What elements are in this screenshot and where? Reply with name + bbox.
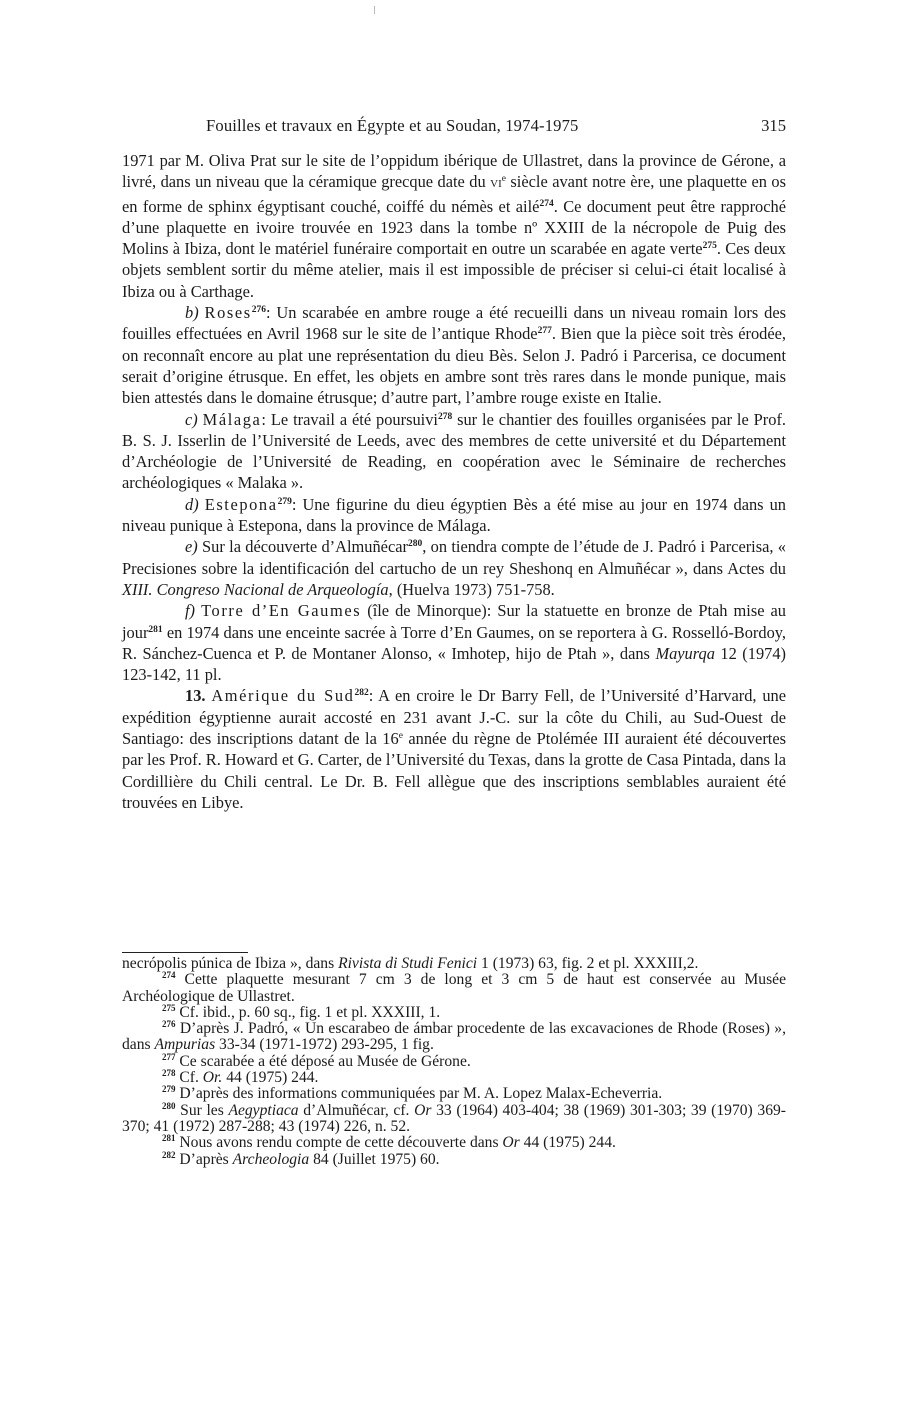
footnote-276: $^{276}$ D’après J. Padró, « Un escarabeo de ámbar procedente de las excavaciones de Rhode (Roses) », dans Ampurias 33-34 (1971-1972) 293-295, 1 fig. <box>122 1019 786 1054</box>
note-ref-282[interactable]: 282 <box>354 688 369 699</box>
note-ref-275[interactable]: 275 <box>702 241 717 252</box>
paragraph-torre: f) Torre d’En Gaumes (île de Minorque): Sur la statuette en bronze de Ptah mise au jour$^{281}$ en 1974 dans une enceinte sacrée à Torre d’En Gaumes, on se reportera à G. Rosselló-Bordoy, R. Sánchez-Cuenca et P. de Montaner Alonso, « Imhotep, hijo de Ptah », dans Mayurqa 12 (1974) 123-142, 11 pl. <box>122 601 786 685</box>
paragraph-ullastret: 1971 par M. Oliva Prat sur le site de l’oppidum ibérique de Ullastret, dans la province de Gérone, a livré, dans un niveau que la céramique grecque date du VIe siècle avant notre ère, une plaquette en os en forme de sphinx égyptisant couché, coiffé du némès et ailé$^{274}$. Ce document peut être rapproché d’une plaquette en ivoire trouvée en 1923 dans la tombe nº XXIII de la nécropole de Puig des Molins à Ibiza, dont le matériel funéraire comportait en outre un scarabée en agate verte$^{275}$. Ces deux objets semblent sortir du même atelier, mais il est impossible de préciser si celui-ci était localisé à Ibiza ou à Carthage. <box>122 151 786 301</box>
running-header <box>122 116 786 140</box>
note-ref-279[interactable]: 279 <box>277 496 292 507</box>
paragraph-roses: b) Roses$^{276}$: Un scarabée en ambre rouge a été recueilli dans un niveau romain lors des fouilles effectuées en Avril 1968 sur le site de l’antique Rhode$^{277}$. Bien que la pièce soit très érodée, on reconnaît encore au plat une représentation du dieu Bès. Selon J. Padró i Parcerisa, ce document serait d’origine étrusque. En effet, les objets en ambre sont très rares dans le monde punique, mais bien attestés dans le domaine étrusque; d’autre part, l’ambre rouge existe en Italie. <box>122 303 786 408</box>
footnotes <box>122 956 786 1168</box>
place-amerique: Amérique du Sud <box>211 686 355 706</box>
note-ref-274[interactable]: 274 <box>539 198 554 209</box>
footnote-280: $^{280}$ Sur les Aegyptiaca d’Almuñécar, cf. Or 33 (1964) 403-404; 38 (1969) 301-303; 39 (1970) 369-370; 41 (1972) 287-288; 43 (1974) 226, n. 52. <box>122 1100 786 1135</box>
place-torre: Torre d’En Gaumes <box>201 601 362 621</box>
footnote-282: $^{282}$ D’après Archeologia 84 (Juillet 1975) 60. <box>162 1149 440 1168</box>
footnote-rule <box>122 952 248 953</box>
paragraph-almunecar: e) Sur la découverte d’Almuñécar$^{280}$, on tiendra compte de l’étude de J. Padró i Parcerisa, « Precisiones sobre la identificación del cartucho de un rey Sheshonq en Almuñécar », dans Actes du XIII. Congreso Nacional de Arqueología, (Huelva 1973) 751-758. <box>122 537 786 599</box>
paragraph-malaga: c) Málaga: Le travail a été poursuivi$^{278}$ sur le chantier des fouilles organisées par le Prof. B. S. J. Isserlin de l’Université de Leeds, avec des membres de cette université et du Département d’Archéologie de l’Université de Reading, en coopération avec le Séminaire de recherches archéologiques « Malaka ». <box>122 409 786 493</box>
note-ref-280[interactable]: 280 <box>407 539 423 550</box>
place-estepona: Estepona <box>204 494 278 514</box>
note-ref-278[interactable]: 278 <box>437 411 453 422</box>
paragraph-amerique: 13. Amérique du Sud$^{282}$: A en croire le Dr Barry Fell, de l’Université d’Harvard, une expédition égyptienne aurait accosté en 231 avant J.-C. sur la côte du Chili, au Sud-Ouest de Santiago: des inscriptions datant de la 16e année du règne de Ptolémée III auraient été découvertes par les Prof. R. Howard et G. Carter, de l’Université du Texas, dans la grotte de Casa Pintada, dans la Cordillière du Chili central. Le Dr. B. Fell allègue que des inscriptions semblables auraient été trouvées en Libye. <box>122 686 787 812</box>
footnote-279: $^{279}$ D’après des informations communiquées par M. A. Lopez Malax-Echeverria. <box>162 1084 663 1103</box>
note-ref-276[interactable]: 276 <box>251 305 266 316</box>
scan-mark <box>374 6 375 14</box>
footnote-281: $^{281}$ Nous avons rendu compte de cette découverte dans Or 44 (1975) 244. <box>162 1133 616 1152</box>
place-roses: Roses <box>204 303 252 323</box>
footnote-277: $^{277}$ Ce scarabée a été déposé au Musée de Gérone. <box>162 1051 471 1070</box>
running-title: Fouilles et travaux en Égypte et au Soudan, 1974-1975 <box>206 116 579 135</box>
page-number: 315 <box>761 116 786 135</box>
place-malaga: Málaga <box>202 409 262 429</box>
footnote-continuation: necrópolis púnica de Ibiza », dans Rivista di Studi Fenici 1 (1973) 63, fig. 2 et pl. XXXIII,2. <box>122 955 699 972</box>
footnote-278: $^{278}$ Cf. Or. 44 (1975) 244. <box>162 1068 319 1087</box>
footnote-275: $^{275}$ Cf. ibid., p. 60 sq., fig. 1 et pl. XXXIII, 1. <box>162 1002 441 1021</box>
paragraph-estepona: d) Estepona$^{279}$: Une figurine du dieu égyptien Bès a été mise au jour en 1974 dans un niveau punique à Estepona, dans la province de Málaga. <box>122 494 786 536</box>
main-text <box>122 150 786 813</box>
section-number: 13. <box>185 686 206 706</box>
note-ref-277[interactable]: 277 <box>537 326 552 337</box>
footnote-274: $^{274}$ Cette plaquette mesurant 7 cm 3 de long et 3 cm 5 de haut est conservée au Musée Archéologique de Ullastret. <box>122 970 786 1005</box>
note-ref-281[interactable]: 281 <box>148 624 163 635</box>
